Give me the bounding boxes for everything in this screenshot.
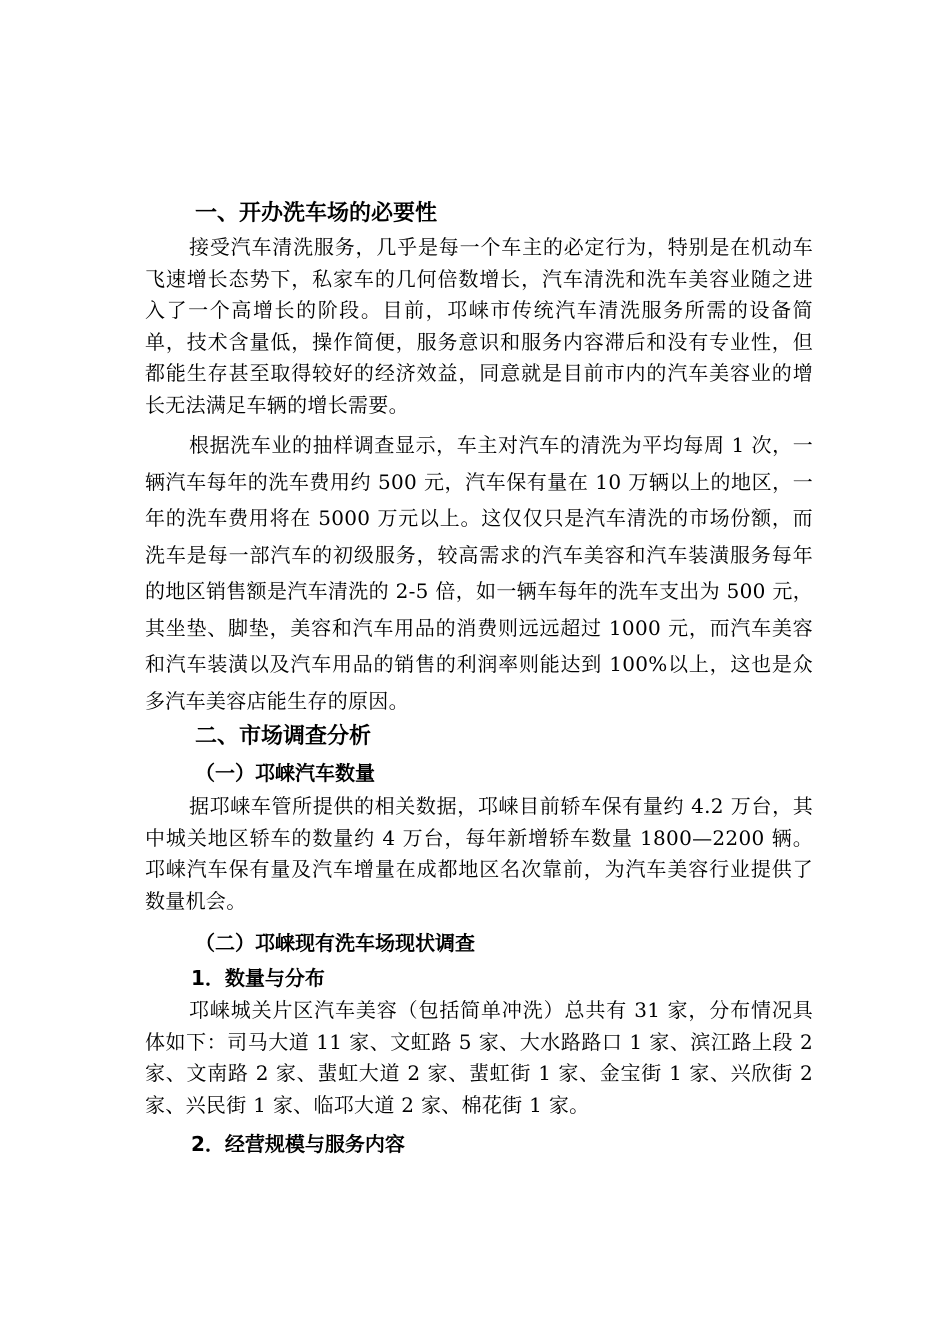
document-page — [145, 196, 813, 1161]
section-heading-necessity: 一、开办洗车场的必要性 — [195, 201, 438, 226]
item-heading-quantity-distribution: 1．数量与分布 — [191, 966, 325, 990]
item-heading-scale-services: 2．经营规模与服务内容 — [191, 1132, 405, 1156]
section-heading-market-analysis: 二、市场调查分析 — [195, 724, 372, 749]
subsection-heading-car-count: （一）邛崃汽车数量 — [195, 761, 375, 785]
paragraph-quantity-distribution: 邛崃城关片区汽车美容（包括简单冲洗）总共有 31 家，分布情况具体如下：司马大道 11 家、文虹路 5 家、大水路路口 1 家、滨江路上段 2 家、文南路 2 家、蜚虹大道 2 家、蜚虹街 1 家、金宝街 1 家、兴欣街 2 家、兴民街 1 家、临邛大道 2 家、棉花街 1 家。 — [145, 998, 813, 1117]
paragraph-car-count: 据邛崃车管所提供的相关数据，邛崃目前轿车保有量约 4.2 万台，其中城关地区轿车的数量约 4 万台，每年新增轿车数量 1800—2200 辆。邛崃汽车保有量及汽车增量在成都地区名次靠前，为汽车美容行业提供了数量机会。 — [145, 794, 813, 913]
paragraph-survey-costs: 根据洗车业的抽样调查显示，车主对汽车的清洗为平均每周 1 次，一辆汽车每年的洗车费用约 500 元，汽车保有量在 10 万辆以上的地区，一年的洗车费用将在 5000 万元以上。这仅仅只是汽车清洗的市场份额，而洗车是每一部汽车的初级服务，较高需求的汽车美容和汽车装潢服务每年的地区销售额是汽车清洗的 2-5 倍，如一辆车每年的洗车支出为 500 元，其坐垫、脚垫，美容和汽车用品的消费则远远超过 1000 元，而汽车美容和汽车装潢以及汽车用品的销售的利润率则能达到 100%以上，这也是众多汽车美容店能生存的原因。 — [145, 433, 813, 713]
subsection-heading-carwash-status: （二）邛崃现有洗车场现状调查 — [195, 931, 475, 955]
paragraph-necessity-intro: 接受汽车清洗服务，几乎是每一个车主的必定行为，特别是在机动车飞速增长态势下，私家车的几何倍数增长，汽车清洗和洗车美容业随之进入了一个高增长的阶段。目前，邛崃市传统汽车清洗服务所需的设备简单，技术含量低，操作简便，服务意识和服务内容滞后和没有专业性，但都能生存甚至取得较好的经济效益，同意就是目前市内的汽车美容业的增长无法满足车辆的增长需要。 — [145, 235, 813, 417]
